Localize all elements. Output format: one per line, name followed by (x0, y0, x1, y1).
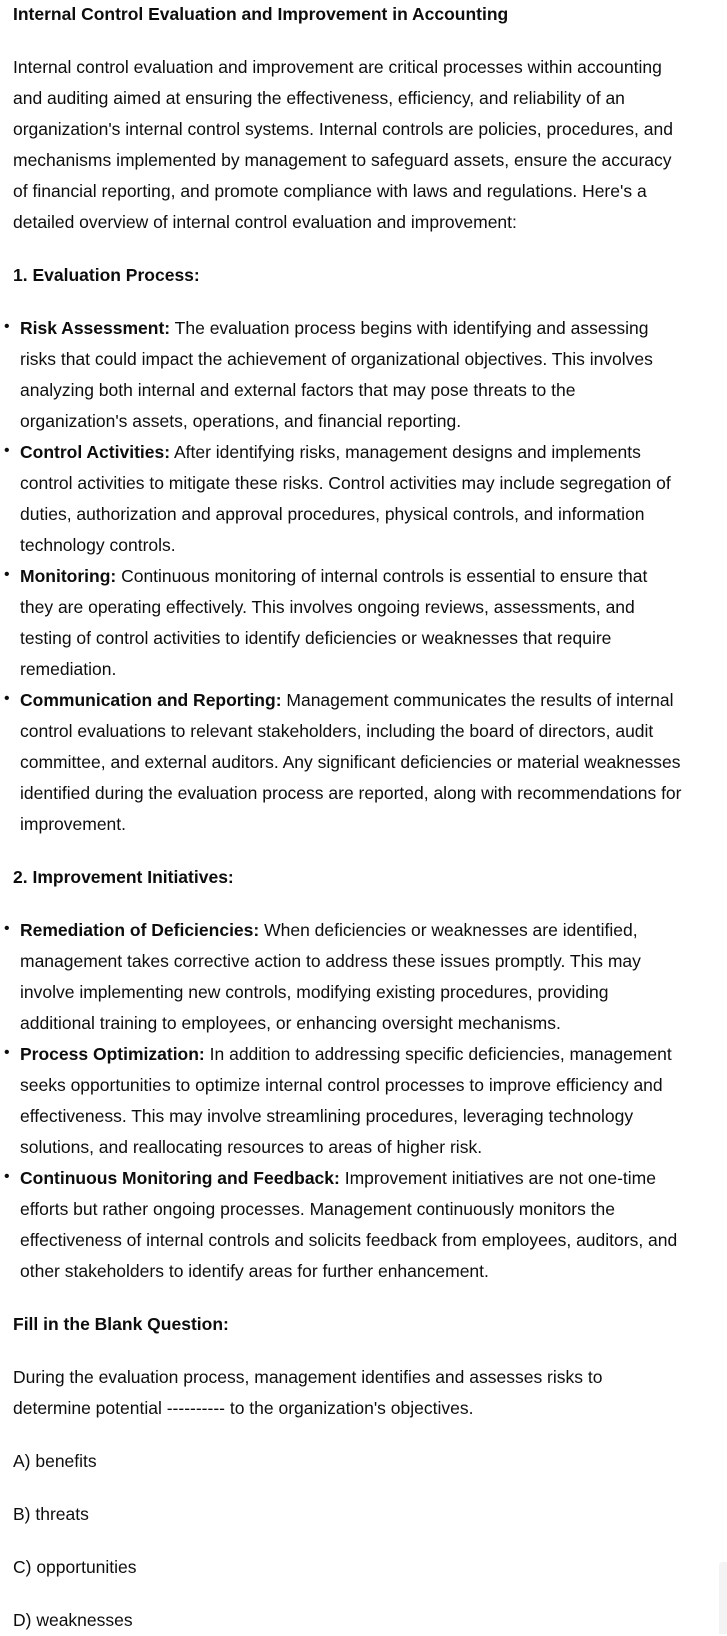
list-item (4, 313, 683, 437)
item-text: In addition to addressing specific deficiencies, management seeks opportunities to optimize internal control processes to improve efficiency and effectiveness. This may involve streamlining procedures, leveraging technology solutions, and reallocating resources to areas of higher risk. (20, 1044, 672, 1157)
item-text: Management communicates the results of internal control evaluations to relevant stakeholders, including the board of directors, audit committee, and external auditors. Any significant deficiencies or material weaknesses identified during the evaluation process are reported, along with recommendations for improvement. (20, 690, 682, 834)
page-title: Internal Control Evaluation and Improvement in Accounting (13, 4, 509, 24)
bullet-icon: • (4, 920, 10, 937)
question-text: During the evaluation process, management identifies and assesses risks to determine potential ---------- to the organization's objectives. (13, 1367, 603, 1418)
document-body (4, 0, 683, 1636)
list-item (4, 685, 683, 840)
item-term: Remediation of Deficiencies: (20, 920, 260, 940)
section-evaluation-heading: 1. Evaluation Process: (13, 265, 200, 285)
item-term: Process Optimization: (20, 1044, 205, 1064)
scrollbar-thumb[interactable] (719, 1562, 727, 1634)
bullet-icon: • (4, 318, 10, 335)
intro-paragraph: Internal control evaluation and improvement are critical processes within accounting and auditing aimed at ensuring the effectiveness, efficiency, and reliability of an organization's internal control systems. Internal controls are policies, procedures, and mechanisms implemented by management to safeguard assets, ensure the accuracy of financial reporting, and promote compliance with laws and regulations. Here's a detailed overview of internal control evaluation and improvement: (13, 57, 673, 232)
item-term: Communication and Reporting: (20, 690, 282, 710)
list-item (4, 437, 683, 561)
improvement-list (4, 915, 683, 1287)
bullet-icon: • (4, 566, 10, 583)
list-item (4, 1163, 683, 1287)
list-item (4, 561, 683, 685)
item-text: The evaluation process begins with identifying and assessing risks that could impact the achievement of organizational objectives. This involves analyzing both internal and external factors that may pose threats to the organization's assets, operations, and financial reporting. (20, 318, 653, 431)
question-heading: Fill in the Blank Question: (13, 1314, 229, 1334)
item-term: Continuous Monitoring and Feedback: (20, 1168, 340, 1188)
bullet-icon: • (4, 1168, 10, 1185)
list-item (4, 1039, 683, 1163)
item-text: Continuous monitoring of internal controls is essential to ensure that they are operating effectively. This involves ongoing reviews, assessments, and testing of control activities to identify deficiencies or weaknesses that require remediation. (20, 566, 648, 679)
option-a: A) benefits (13, 1451, 97, 1471)
evaluation-list (4, 313, 683, 840)
option-c: C) opportunities (13, 1557, 137, 1577)
bullet-icon: • (4, 1044, 10, 1061)
section-improvement-heading: 2. Improvement Initiatives: (13, 867, 234, 887)
option-b: B) threats (13, 1504, 89, 1524)
item-text: After identifying risks, management designs and implements control activities to mitigate these risks. Control activities may include segregation of duties, authorization and approval procedures, physical controls, and information technology controls. (20, 442, 671, 555)
bullet-icon: • (4, 442, 10, 459)
item-text: Improvement initiatives are not one-time efforts but rather ongoing processes. Management continuously monitors the effectiveness of internal controls and solicits feedback from employees, auditors, and other stakeholders to identify areas for further enhancement. (20, 1168, 678, 1281)
bullet-icon: • (4, 690, 10, 707)
item-text: When deficiencies or weaknesses are identified, management takes corrective action to address these issues promptly. This may involve implementing new controls, modifying existing procedures, providing additional training to employees, or enhancing oversight mechanisms. (20, 920, 641, 1033)
item-term: Monitoring: (20, 566, 117, 586)
list-item (4, 915, 683, 1039)
item-term: Risk Assessment: (20, 318, 171, 338)
item-term: Control Activities: (20, 442, 171, 462)
option-d: D) weaknesses (13, 1610, 133, 1630)
